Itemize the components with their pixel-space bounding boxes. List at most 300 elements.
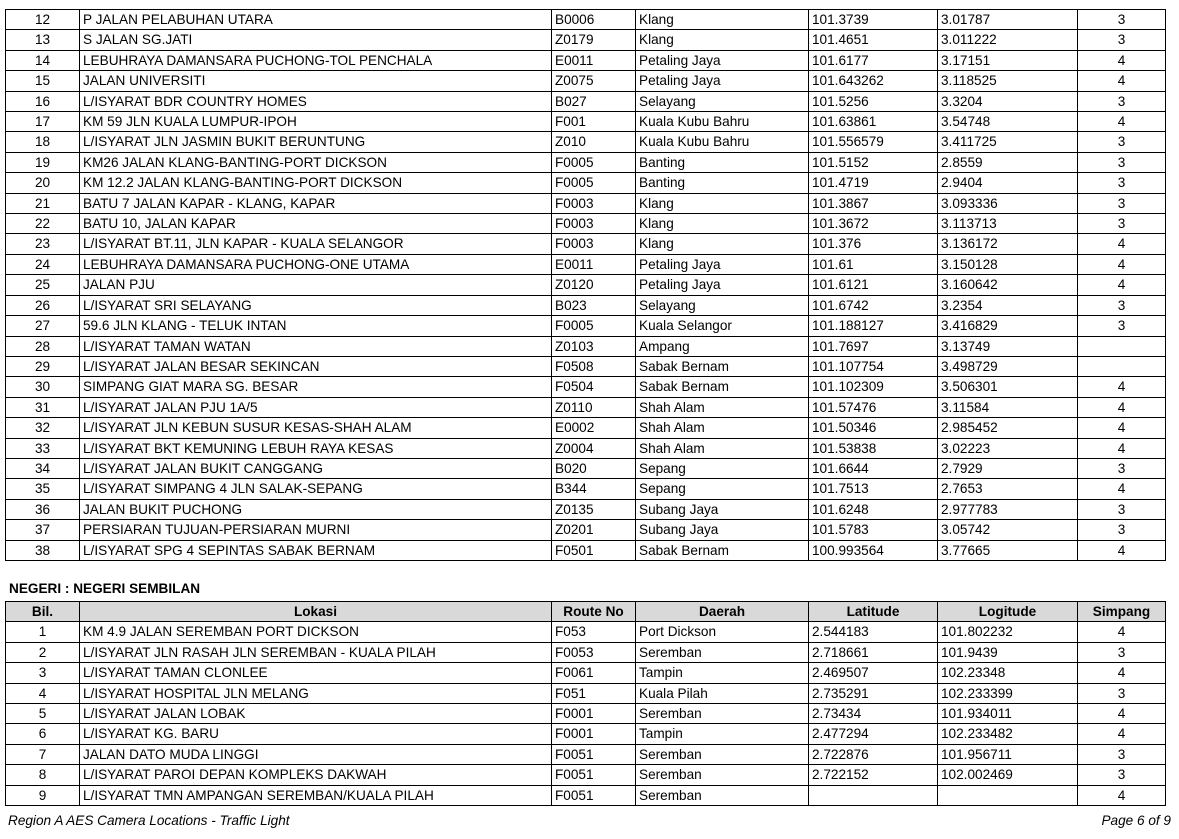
cell-daerah: Shah Alam [636, 397, 809, 417]
header-bil: Bil. [6, 602, 80, 622]
table-row [6, 622, 1166, 642]
cell-daerah: Shah Alam [636, 438, 809, 458]
cell-simpang [1078, 336, 1166, 356]
cell-logitude: 101.9439 [938, 642, 1078, 662]
section-heading-negeri-sembilan: NEGERI : NEGERI SEMBILAN [9, 581, 201, 596]
cell-lokasi: PERSIARAN TUJUAN-PERSIARAN MURNI [80, 520, 552, 540]
cell-route-no: B344 [552, 479, 636, 499]
table-row [6, 377, 1166, 397]
cell-latitude [809, 785, 938, 805]
cell-simpang: 4 [1078, 438, 1166, 458]
cell-logitude: 3.150128 [938, 254, 1078, 274]
cell-lokasi: L/ISYARAT TAMAN CLONLEE [80, 663, 552, 683]
cell-daerah: Sabak Bernam [636, 356, 809, 376]
cell-bil: 6 [6, 724, 80, 744]
cell-lokasi: S JALAN SG.JATI [80, 30, 552, 50]
cell-logitude: 3.411725 [938, 132, 1078, 152]
cell-logitude: 101.956711 [938, 744, 1078, 764]
cell-route-no: F0003 [552, 234, 636, 254]
cell-logitude: 2.7929 [938, 458, 1078, 478]
cell-route-no: F0508 [552, 356, 636, 376]
table-row [6, 132, 1166, 152]
cell-simpang: 4 [1078, 622, 1166, 642]
table-header-row [6, 602, 1166, 622]
cell-route-no: Z0201 [552, 520, 636, 540]
table-row [6, 356, 1166, 376]
cell-bil: 35 [6, 479, 80, 499]
cell-latitude: 101.57476 [809, 397, 938, 417]
cell-logitude: 3.02223 [938, 438, 1078, 458]
cell-bil: 32 [6, 418, 80, 438]
cell-route-no: F0005 [552, 152, 636, 172]
cell-logitude: 3.3204 [938, 91, 1078, 111]
cell-simpang: 3 [1078, 30, 1166, 50]
cell-logitude: 3.77665 [938, 540, 1078, 560]
cell-bil: 16 [6, 91, 80, 111]
cell-latitude: 2.735291 [809, 683, 938, 703]
cell-latitude: 101.4651 [809, 30, 938, 50]
cell-logitude: 3.01787 [938, 10, 1078, 30]
cell-logitude: 101.934011 [938, 704, 1078, 724]
cell-logitude: 3.093336 [938, 193, 1078, 213]
cell-logitude: 3.54748 [938, 112, 1078, 132]
table-row [6, 479, 1166, 499]
cell-lokasi: LEBUHRAYA DAMANSARA PUCHONG-ONE UTAMA [80, 254, 552, 274]
cell-daerah: Subang Jaya [636, 520, 809, 540]
table-row [6, 10, 1166, 30]
cell-route-no: Z0075 [552, 71, 636, 91]
cell-latitude: 101.102309 [809, 377, 938, 397]
cell-latitude: 101.7513 [809, 479, 938, 499]
cell-route-no: E0002 [552, 418, 636, 438]
cell-daerah: Seremban [636, 744, 809, 764]
cell-bil: 8 [6, 765, 80, 785]
header-latitude: Latitude [809, 602, 938, 622]
cell-daerah: Ampang [636, 336, 809, 356]
cell-simpang: 4 [1078, 397, 1166, 417]
cell-route-no: F051 [552, 683, 636, 703]
cell-route-no: Z010 [552, 132, 636, 152]
cell-latitude: 101.3672 [809, 214, 938, 234]
cell-bil: 12 [6, 10, 80, 30]
cell-daerah: Sabak Bernam [636, 377, 809, 397]
cell-route-no: F0061 [552, 663, 636, 683]
cell-daerah: Klang [636, 234, 809, 254]
cell-daerah: Seremban [636, 642, 809, 662]
cell-latitude: 101.6742 [809, 295, 938, 315]
cell-latitude: 101.61 [809, 254, 938, 274]
cell-bil: 22 [6, 214, 80, 234]
cell-route-no: B0006 [552, 10, 636, 30]
cell-simpang: 3 [1078, 520, 1166, 540]
cell-logitude: 3.160642 [938, 275, 1078, 295]
cell-daerah: Petaling Jaya [636, 71, 809, 91]
cell-bil: 19 [6, 152, 80, 172]
cell-simpang: 3 [1078, 642, 1166, 662]
cell-daerah: Sabak Bernam [636, 540, 809, 560]
cell-latitude: 101.6248 [809, 499, 938, 519]
cell-latitude: 101.5152 [809, 152, 938, 172]
cell-simpang: 4 [1078, 704, 1166, 724]
cell-bil: 37 [6, 520, 80, 540]
cell-daerah: Petaling Jaya [636, 275, 809, 295]
cell-lokasi: L/ISYARAT TAMAN WATAN [80, 336, 552, 356]
cell-bil: 38 [6, 540, 80, 560]
table-row [6, 254, 1166, 274]
table-row [6, 744, 1166, 764]
cell-latitude: 101.53838 [809, 438, 938, 458]
cell-logitude: 3.113713 [938, 214, 1078, 234]
cell-latitude: 101.107754 [809, 356, 938, 376]
table-row [6, 234, 1166, 254]
cell-route-no: F0005 [552, 173, 636, 193]
cell-daerah: Selayang [636, 295, 809, 315]
cell-daerah: Selayang [636, 91, 809, 111]
cell-latitude: 100.993564 [809, 540, 938, 560]
table-row [6, 295, 1166, 315]
table-row [6, 173, 1166, 193]
cell-daerah: Sepang [636, 479, 809, 499]
cell-route-no: Z0004 [552, 438, 636, 458]
cell-lokasi: L/ISYARAT BKT KEMUNING LEBUH RAYA KESAS [80, 438, 552, 458]
cell-simpang: 4 [1078, 112, 1166, 132]
cell-simpang: 3 [1078, 10, 1166, 30]
cell-lokasi: SIMPANG GIAT MARA SG. BESAR [80, 377, 552, 397]
cell-simpang: 3 [1078, 193, 1166, 213]
cell-logitude [938, 785, 1078, 805]
table-row [6, 214, 1166, 234]
cell-latitude: 101.5783 [809, 520, 938, 540]
cell-simpang: 4 [1078, 50, 1166, 70]
cell-bil: 36 [6, 499, 80, 519]
cell-daerah: Kuala Kubu Bahru [636, 112, 809, 132]
table-row [6, 724, 1166, 744]
cell-daerah: Seremban [636, 785, 809, 805]
cell-daerah: Kuala Kubu Bahru [636, 132, 809, 152]
cell-simpang: 4 [1078, 785, 1166, 805]
negeri-sembilan-table-body [6, 622, 1166, 806]
cell-bil: 25 [6, 275, 80, 295]
cell-lokasi: L/ISYARAT TMN AMPANGAN SEREMBAN/KUALA PILAH [80, 785, 552, 805]
cell-logitude: 2.9404 [938, 173, 1078, 193]
cell-daerah: Klang [636, 214, 809, 234]
table-row [6, 765, 1166, 785]
cell-lokasi: L/ISYARAT SRI SELAYANG [80, 295, 552, 315]
cell-latitude: 101.7697 [809, 336, 938, 356]
cell-lokasi: KM 4.9 JALAN SEREMBAN PORT DICKSON [80, 622, 552, 642]
cell-route-no: F001 [552, 112, 636, 132]
cell-daerah: Banting [636, 152, 809, 172]
cell-simpang: 3 [1078, 499, 1166, 519]
cell-route-no: B027 [552, 91, 636, 111]
cell-lokasi: KM26 JALAN KLANG-BANTING-PORT DICKSON [80, 152, 552, 172]
cell-lokasi: LEBUHRAYA DAMANSARA PUCHONG-TOL PENCHALA [80, 50, 552, 70]
cell-logitude: 102.23348 [938, 663, 1078, 683]
table-row [6, 152, 1166, 172]
cell-route-no: F0504 [552, 377, 636, 397]
cell-logitude: 101.802232 [938, 622, 1078, 642]
cell-bil: 24 [6, 254, 80, 274]
cell-route-no: Z0135 [552, 499, 636, 519]
header-daerah: Daerah [636, 602, 809, 622]
footer-document-title: Region A AES Camera Locations - Traffic Light [8, 813, 290, 828]
cell-logitude: 3.17151 [938, 50, 1078, 70]
cell-simpang: 3 [1078, 214, 1166, 234]
cell-latitude: 2.722876 [809, 744, 938, 764]
cell-logitude: 2.985452 [938, 418, 1078, 438]
cell-daerah: Banting [636, 173, 809, 193]
cell-logitude: 2.977783 [938, 499, 1078, 519]
cell-lokasi: KM 12.2 JALAN KLANG-BANTING-PORT DICKSON [80, 173, 552, 193]
cell-route-no: B023 [552, 295, 636, 315]
cell-lokasi: L/ISYARAT HOSPITAL JLN MELANG [80, 683, 552, 703]
cell-route-no: E0011 [552, 50, 636, 70]
cell-bil: 4 [6, 683, 80, 703]
cell-logitude: 3.498729 [938, 356, 1078, 376]
cell-simpang: 3 [1078, 132, 1166, 152]
cell-bil: 17 [6, 112, 80, 132]
cell-latitude: 101.556579 [809, 132, 938, 152]
cell-route-no: F0051 [552, 744, 636, 764]
table-row [6, 193, 1166, 213]
cell-daerah: Tampin [636, 724, 809, 744]
cell-route-no: F0003 [552, 214, 636, 234]
cell-bil: 33 [6, 438, 80, 458]
cell-bil: 31 [6, 397, 80, 417]
cell-logitude: 3.506301 [938, 377, 1078, 397]
cell-lokasi: JALAN DATO MUDA LINGGI [80, 744, 552, 764]
cell-route-no: Z0179 [552, 30, 636, 50]
cell-lokasi: KM 59 JLN KUALA LUMPUR-IPOH [80, 112, 552, 132]
cell-daerah: Kuala Pilah [636, 683, 809, 703]
cell-daerah: Klang [636, 193, 809, 213]
cell-latitude: 101.6177 [809, 50, 938, 70]
cell-simpang: 4 [1078, 275, 1166, 295]
cell-bil: 7 [6, 744, 80, 764]
cell-route-no: F0001 [552, 724, 636, 744]
cell-route-no: F053 [552, 622, 636, 642]
cell-route-no: F0001 [552, 704, 636, 724]
cell-daerah: Subang Jaya [636, 499, 809, 519]
cell-route-no: E0011 [552, 254, 636, 274]
cell-daerah: Seremban [636, 704, 809, 724]
cell-lokasi: 59.6 JLN KLANG - TELUK INTAN [80, 316, 552, 336]
cell-logitude: 102.002469 [938, 765, 1078, 785]
footer-page-number: Page 6 of 9 [1101, 813, 1171, 828]
cell-latitude: 101.3739 [809, 10, 938, 30]
cell-lokasi: L/ISYARAT JLN JASMIN BUKIT BERUNTUNG [80, 132, 552, 152]
cell-daerah: Shah Alam [636, 418, 809, 438]
table-row [6, 520, 1166, 540]
cell-simpang: 4 [1078, 663, 1166, 683]
cell-bil: 3 [6, 663, 80, 683]
cell-simpang: 3 [1078, 173, 1166, 193]
cell-lokasi: L/ISYARAT BT.11, JLN KAPAR - KUALA SELANGOR [80, 234, 552, 254]
cell-bil: 2 [6, 642, 80, 662]
cell-latitude: 2.73434 [809, 704, 938, 724]
cell-daerah: Port Dickson [636, 622, 809, 642]
cell-route-no: Z0110 [552, 397, 636, 417]
cell-daerah: Klang [636, 10, 809, 30]
cell-simpang: 3 [1078, 91, 1166, 111]
cell-daerah: Petaling Jaya [636, 254, 809, 274]
cell-logitude: 102.233482 [938, 724, 1078, 744]
table-row [6, 112, 1166, 132]
cell-simpang: 4 [1078, 479, 1166, 499]
cell-simpang: 4 [1078, 724, 1166, 744]
cell-latitude: 101.643262 [809, 71, 938, 91]
cell-logitude: 3.011222 [938, 30, 1078, 50]
cell-bil: 14 [6, 50, 80, 70]
header-lokasi: Lokasi [80, 602, 552, 622]
table-row [6, 704, 1166, 724]
cell-simpang: 4 [1078, 377, 1166, 397]
table-row [6, 683, 1166, 703]
table-row [6, 50, 1166, 70]
cell-daerah: Petaling Jaya [636, 50, 809, 70]
cell-simpang: 3 [1078, 744, 1166, 764]
cell-logitude: 3.416829 [938, 316, 1078, 336]
cell-simpang: 3 [1078, 316, 1166, 336]
cell-route-no: F0051 [552, 765, 636, 785]
table-row [6, 275, 1166, 295]
cell-daerah: Sepang [636, 458, 809, 478]
cell-bil: 18 [6, 132, 80, 152]
cell-logitude: 3.136172 [938, 234, 1078, 254]
table-row [6, 499, 1166, 519]
table-row [6, 438, 1166, 458]
cell-route-no: B020 [552, 458, 636, 478]
table-row [6, 336, 1166, 356]
header-logitude: Logitude [938, 602, 1078, 622]
negeri-sembilan-locations-table [5, 601, 1166, 806]
cell-simpang: 4 [1078, 540, 1166, 560]
header-route-no: Route No [552, 602, 636, 622]
cell-latitude: 2.544183 [809, 622, 938, 642]
cell-bil: 13 [6, 30, 80, 50]
cell-bil: 28 [6, 336, 80, 356]
cell-lokasi: BATU 10, JALAN KAPAR [80, 214, 552, 234]
cell-lokasi: P JALAN PELABUHAN UTARA [80, 10, 552, 30]
table-row [6, 418, 1166, 438]
cell-daerah: Tampin [636, 663, 809, 683]
cell-route-no: F0051 [552, 785, 636, 805]
table-row [6, 316, 1166, 336]
cell-logitude: 3.2354 [938, 295, 1078, 315]
cell-lokasi: L/ISYARAT JALAN BESAR SEKINCAN [80, 356, 552, 376]
cell-latitude: 2.718661 [809, 642, 938, 662]
cell-lokasi: L/ISYARAT SPG 4 SEPINTAS SABAK BERNAM [80, 540, 552, 560]
cell-latitude: 101.5256 [809, 91, 938, 111]
cell-lokasi: L/ISYARAT JLN KEBUN SUSUR KESAS-SHAH ALAM [80, 418, 552, 438]
table-row [6, 642, 1166, 662]
cell-lokasi: BATU 7 JALAN KAPAR - KLANG, KAPAR [80, 193, 552, 213]
cell-daerah: Kuala Selangor [636, 316, 809, 336]
cell-route-no: F0053 [552, 642, 636, 662]
cell-lokasi: L/ISYARAT JALAN LOBAK [80, 704, 552, 724]
cell-lokasi: L/ISYARAT JLN RASAH JLN SEREMBAN - KUALA PILAH [80, 642, 552, 662]
cell-latitude: 101.6644 [809, 458, 938, 478]
cell-bil: 34 [6, 458, 80, 478]
cell-logitude: 3.13749 [938, 336, 1078, 356]
cell-latitude: 101.188127 [809, 316, 938, 336]
table-row [6, 785, 1166, 805]
cell-latitude: 101.4719 [809, 173, 938, 193]
cell-simpang: 4 [1078, 71, 1166, 91]
cell-route-no: F0003 [552, 193, 636, 213]
cell-latitude: 101.50346 [809, 418, 938, 438]
cell-route-no: Z0103 [552, 336, 636, 356]
cell-bil: 23 [6, 234, 80, 254]
cell-lokasi: JALAN UNIVERSITI [80, 71, 552, 91]
cell-simpang: 3 [1078, 458, 1166, 478]
cell-latitude: 2.469507 [809, 663, 938, 683]
selangor-table-body [6, 10, 1166, 561]
cell-latitude: 2.722152 [809, 765, 938, 785]
cell-simpang: 3 [1078, 683, 1166, 703]
cell-latitude: 101.6121 [809, 275, 938, 295]
cell-logitude: 3.05742 [938, 520, 1078, 540]
cell-route-no: Z0120 [552, 275, 636, 295]
cell-bil: 21 [6, 193, 80, 213]
cell-logitude: 3.118525 [938, 71, 1078, 91]
cell-route-no: F0501 [552, 540, 636, 560]
cell-latitude: 101.3867 [809, 193, 938, 213]
cell-lokasi: L/ISYARAT PAROI DEPAN KOMPLEKS DAKWAH [80, 765, 552, 785]
cell-simpang: 3 [1078, 765, 1166, 785]
header-simpang: Simpang [1078, 602, 1166, 622]
cell-logitude: 3.11584 [938, 397, 1078, 417]
cell-route-no: F0005 [552, 316, 636, 336]
table-row [6, 91, 1166, 111]
cell-logitude: 102.233399 [938, 683, 1078, 703]
cell-simpang: 4 [1078, 234, 1166, 254]
table-row [6, 540, 1166, 560]
cell-latitude: 2.477294 [809, 724, 938, 744]
cell-bil: 30 [6, 377, 80, 397]
table-row [6, 71, 1166, 91]
cell-logitude: 2.8559 [938, 152, 1078, 172]
cell-simpang: 3 [1078, 295, 1166, 315]
table-row [6, 30, 1166, 50]
cell-simpang: 3 [1078, 152, 1166, 172]
cell-logitude: 2.7653 [938, 479, 1078, 499]
cell-daerah: Seremban [636, 765, 809, 785]
cell-lokasi: L/ISYARAT KG. BARU [80, 724, 552, 744]
cell-bil: 1 [6, 622, 80, 642]
cell-latitude: 101.376 [809, 234, 938, 254]
cell-bil: 9 [6, 785, 80, 805]
cell-lokasi: JALAN PJU [80, 275, 552, 295]
table-row [6, 458, 1166, 478]
cell-simpang: 4 [1078, 418, 1166, 438]
table-row [6, 663, 1166, 683]
cell-bil: 5 [6, 704, 80, 724]
cell-bil: 26 [6, 295, 80, 315]
cell-bil: 27 [6, 316, 80, 336]
cell-bil: 20 [6, 173, 80, 193]
cell-bil: 29 [6, 356, 80, 376]
cell-lokasi: L/ISYARAT JALAN BUKIT CANGGANG [80, 458, 552, 478]
cell-lokasi: L/ISYARAT JALAN PJU 1A/5 [80, 397, 552, 417]
cell-lokasi: JALAN BUKIT PUCHONG [80, 499, 552, 519]
table-row [6, 397, 1166, 417]
cell-simpang [1078, 356, 1166, 376]
cell-lokasi: L/ISYARAT SIMPANG 4 JLN SALAK-SEPANG [80, 479, 552, 499]
selangor-locations-table [5, 9, 1166, 561]
cell-bil: 15 [6, 71, 80, 91]
cell-lokasi: L/ISYARAT BDR COUNTRY HOMES [80, 91, 552, 111]
